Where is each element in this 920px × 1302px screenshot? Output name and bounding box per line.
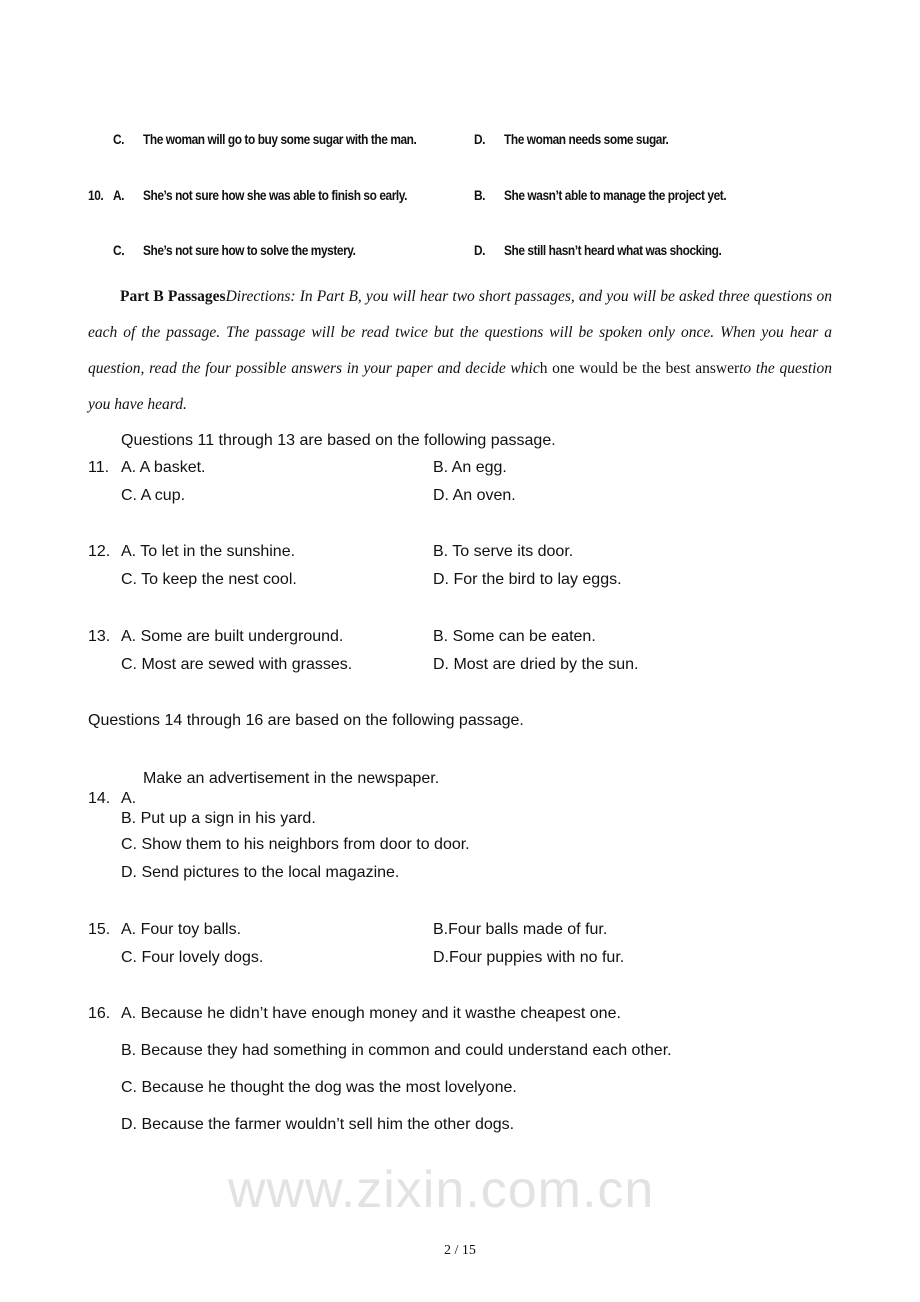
q11-option-d: D. An oven. — [433, 487, 516, 504]
q10-c-text: She’s not sure how to solve the mystery. — [143, 242, 356, 258]
directions-italic: Directions: In Part B, you will hear two short passages, and you will be asked three questions on each of the passage. The passage will be read twice but the questions will be spoken only once. When you hear a question, read the four possible answers in your paper and decide whic — [88, 288, 832, 377]
passage1-intro: Questions 11 through 13 are based on the following passage. — [121, 432, 556, 449]
q13-option-c: C. Most are sewed with grasses. — [121, 656, 353, 673]
q15-option-b: B.Four balls made of fur. — [433, 921, 608, 938]
q10-d-text: She still hasn’t heard what was shocking. — [504, 242, 722, 258]
passage2-intro: Questions 14 through 16 are based on the following passage. — [88, 712, 524, 729]
q12-option-c: C. To keep the nest cool. — [121, 571, 297, 588]
directions-italic-end: to the question you have heard. — [88, 360, 832, 413]
q15-option-c: C. Four lovely dogs. — [121, 949, 264, 966]
q13-number: 13. — [88, 628, 111, 645]
q14-number: 14. — [88, 790, 111, 807]
q14-option-a-text: Make an advertisement in the newspaper. — [143, 770, 440, 787]
q16-option-d: D. Because the farmer wouldn’t sell him the other dogs. — [121, 1116, 515, 1133]
q16-number: 16. — [88, 1005, 111, 1022]
q15-option-d: D.Four puppies with no fur. — [433, 949, 625, 966]
q16-option-c: C. Because he thought the dog was the most lovelyone. — [121, 1079, 517, 1096]
q9-d-label: D. — [474, 131, 486, 147]
part-b-heading: Part B Passages — [120, 288, 226, 305]
q14-option-c: C. Show them to his neighbors from door to door. — [121, 836, 470, 853]
q10-a-label: A. — [113, 187, 125, 203]
q14-option-a-label: A. — [121, 790, 137, 807]
watermark: www.zixin.com.cn — [228, 1161, 655, 1219]
q16-option-b: B. Because they had something in common and could understand each other. — [121, 1042, 672, 1059]
part-b-directions — [88, 279, 832, 423]
q10-b-label: B. — [474, 187, 486, 203]
q13-option-a: A. Some are built underground. — [121, 628, 344, 645]
directions-plain: h one would be the best answer — [539, 360, 740, 377]
q10-c-label: C． — [113, 242, 133, 258]
q12-number: 12. — [88, 543, 111, 560]
q10-a-text: She’s not sure how she was able to finish so early. — [143, 187, 408, 203]
q11-number: 11. — [88, 459, 110, 476]
q16-option-a: A. Because he didn’t have enough money and it wasthe cheapest one. — [121, 1005, 621, 1022]
q10-d-label: D. — [474, 242, 486, 258]
q12-option-a: A. To let in the sunshine. — [121, 543, 296, 560]
q14-option-d: D. Send pictures to the local magazine. — [121, 864, 400, 881]
q12-option-d: D. For the bird to lay eggs. — [433, 571, 622, 588]
q15-number: 15. — [88, 921, 111, 938]
q13-option-b: B. Some can be eaten. — [433, 628, 596, 645]
q13-option-d: D. Most are dried by the sun. — [433, 656, 639, 673]
q15-option-a: A. Four toy balls. — [121, 921, 242, 938]
q10-b-text: She wasn’t able to manage the project yet. — [504, 187, 727, 203]
q9-c-text: The woman will go to buy some sugar with the man. — [143, 131, 417, 147]
q11-option-a: A. A basket. — [121, 459, 206, 476]
q9-d-text: The woman needs some sugar. — [504, 131, 669, 147]
q12-option-b: B. To serve its door. — [433, 543, 574, 560]
q14-option-b: B. Put up a sign in his yard. — [121, 810, 316, 827]
page-number: 2 / 15 — [444, 1243, 476, 1258]
q11-option-c: C. A cup. — [121, 487, 186, 504]
q9-c-label: C. — [113, 131, 125, 147]
q10-number: 10. — [88, 187, 104, 203]
q11-option-b: B. An egg. — [433, 459, 507, 476]
